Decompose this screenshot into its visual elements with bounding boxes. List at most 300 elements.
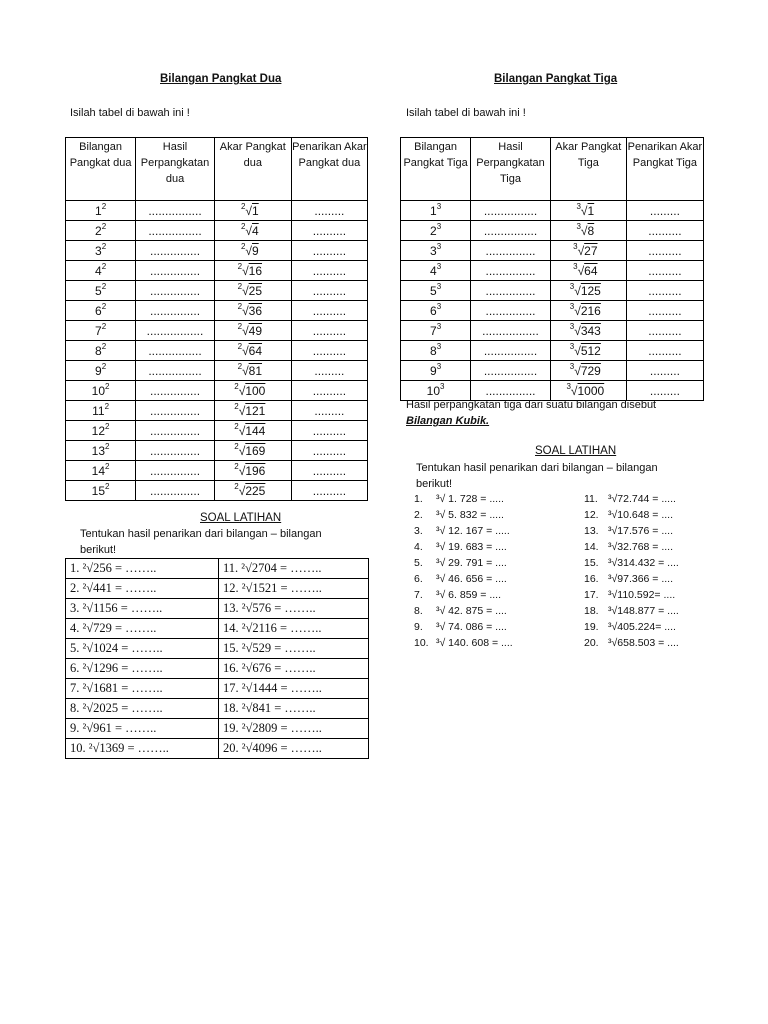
hasil-cell: ................	[471, 221, 551, 241]
radical-sign-icon: √	[242, 323, 249, 338]
akar-cell	[550, 341, 626, 361]
root-index: 3	[576, 201, 581, 211]
penarikan-cell: ..........	[291, 221, 367, 241]
right-header-penarikan: Penarikan Akar Pangkat Tiga	[626, 138, 703, 201]
bilangan-cell	[66, 301, 136, 321]
bilangan-cell	[66, 381, 136, 401]
exercise-expression: ³√314.432 = ....	[608, 557, 679, 569]
exercise-expression: ³√ 1. 728 = .....	[436, 493, 504, 505]
exponent: 3	[436, 241, 442, 251]
exponent: 3	[436, 321, 442, 331]
exponent: 2	[105, 381, 110, 391]
exponent: 3	[436, 261, 442, 271]
hasil-cell: ...............	[471, 301, 551, 321]
bilangan-cell	[66, 261, 136, 281]
radicand: 81	[248, 363, 263, 378]
hasil-cell: ................	[471, 361, 551, 381]
table-row	[66, 381, 368, 401]
exercise-cell: 2. ²√441 = ……..	[66, 579, 219, 599]
exercise-item	[414, 557, 507, 569]
radicand: 144	[245, 423, 266, 438]
exercise-row	[66, 719, 369, 739]
kubik-note	[406, 397, 698, 429]
exercise-expression: ³√10.648 = ....	[608, 509, 674, 521]
penarikan-cell: .........	[291, 401, 367, 421]
left-header-bilangan: Bilangan Pangkat dua	[66, 138, 136, 201]
penarikan-cell: .........	[626, 361, 703, 381]
exercise-cell: 7. ²√1681 = ……..	[66, 679, 219, 699]
hasil-cell: ................	[136, 201, 215, 221]
bilangan-cell	[66, 281, 136, 301]
radicand: 1	[252, 203, 259, 218]
base-number: 13	[91, 443, 106, 458]
root-index: 3	[576, 221, 581, 231]
exercise-item	[584, 589, 675, 601]
bilangan-cell	[401, 281, 471, 301]
root-index: 2	[240, 221, 246, 231]
bilangan-cell	[401, 341, 471, 361]
root-index: 2	[240, 201, 246, 211]
left-title: Bilangan Pangkat Dua	[160, 73, 282, 85]
table-row	[401, 241, 704, 261]
bilangan-cell	[66, 321, 136, 341]
penarikan-cell: ..........	[291, 321, 367, 341]
penarikan-cell: ..........	[626, 221, 703, 241]
base-number: 12	[91, 423, 106, 438]
left-table-header	[66, 138, 368, 201]
right-exercise-list	[414, 493, 714, 663]
radicand: 1000	[577, 383, 605, 398]
right-table	[400, 137, 704, 401]
root-index: 3	[573, 261, 578, 271]
exponent: 2	[101, 341, 107, 351]
exercise-number: 2.	[414, 509, 423, 521]
penarikan-cell: ..........	[291, 421, 367, 441]
root-index: 2	[237, 301, 243, 311]
penarikan-cell: ..........	[291, 381, 367, 401]
root-index: 2	[237, 341, 243, 351]
root-index: 3	[569, 341, 575, 351]
base-number: 2	[95, 223, 102, 238]
base-number: 15	[91, 483, 106, 498]
exponent: 3	[436, 221, 442, 231]
base-number: 4	[95, 263, 102, 278]
exercise-item	[584, 573, 673, 585]
exercise-expression: ³√110.592= ....	[608, 589, 676, 601]
exercise-cell: 10. ²√1369 = ……..	[66, 739, 219, 759]
right-instruction: Isilah tabel di bawah ini !	[406, 107, 526, 119]
table-row	[66, 261, 368, 281]
radical-sign-icon: √	[238, 443, 246, 458]
root-index: 3	[569, 281, 575, 291]
exercise-cell: 17. ²√1444 = ……..	[219, 679, 369, 699]
exercise-number: 6.	[414, 573, 423, 585]
base-number: 8	[95, 343, 102, 358]
exercise-item	[414, 493, 504, 505]
akar-cell	[214, 361, 291, 381]
left-instruction: Isilah tabel di bawah ini !	[70, 107, 190, 119]
radical-sign-icon: √	[577, 263, 585, 278]
exercise-expression: ³√72.744 = .....	[608, 493, 676, 505]
akar-cell	[214, 321, 291, 341]
table-row	[401, 261, 704, 281]
exponent: 2	[101, 321, 107, 331]
akar-cell	[550, 301, 626, 321]
hasil-cell: .................	[136, 321, 215, 341]
bilangan-cell	[401, 321, 471, 341]
radicand: 27	[584, 243, 598, 258]
root-index: 2	[237, 321, 243, 331]
bilangan-cell	[401, 221, 471, 241]
kubik-note-text: Hasil perpangkatan tiga dari suatu bilangan disebut	[406, 399, 657, 411]
exponent: 2	[101, 281, 107, 291]
table-row	[66, 201, 368, 221]
akar-cell	[214, 221, 291, 241]
base-number: 3	[95, 243, 102, 258]
akar-cell	[214, 201, 291, 221]
table-row	[66, 421, 368, 441]
bilangan-cell	[66, 401, 136, 421]
exponent: 2	[101, 241, 107, 251]
akar-cell	[214, 281, 291, 301]
exercise-number: 9.	[414, 621, 423, 633]
exponent: 2	[105, 441, 110, 451]
root-index: 2	[237, 281, 243, 291]
exercise-item	[414, 621, 507, 633]
exercise-number: 1.	[414, 493, 423, 505]
penarikan-cell: ..........	[291, 441, 367, 461]
left-exercise-table	[65, 558, 369, 759]
radical-sign-icon: √	[238, 403, 246, 418]
akar-cell	[214, 381, 291, 401]
root-index: 3	[573, 241, 578, 251]
exercise-expression: ³√405.224= ....	[608, 621, 676, 633]
radical-sign-icon: √	[574, 323, 581, 338]
right-header-hasil: Hasil Perpangkatan Tiga	[471, 138, 551, 201]
exercise-cell: 19. ²√2809 = ……..	[219, 719, 369, 739]
radical-sign-icon: √	[242, 303, 249, 318]
exercise-cell: 1. ²√256 = ……..	[66, 559, 219, 579]
base-number: 7	[430, 323, 437, 338]
exercise-item	[414, 541, 507, 553]
akar-cell	[214, 481, 291, 501]
penarikan-cell: .........	[291, 361, 367, 381]
exercise-item	[584, 621, 676, 633]
penarikan-cell: ..........	[626, 281, 703, 301]
hasil-cell: ...............	[136, 421, 215, 441]
exercise-cell: 5. ²√1024 = ……..	[66, 639, 219, 659]
table-row	[66, 441, 368, 461]
table-row	[66, 321, 368, 341]
radicand: 343	[580, 323, 601, 338]
akar-cell	[214, 441, 291, 461]
root-index: 3	[569, 301, 575, 311]
table-row	[401, 301, 704, 321]
exponent: 2	[104, 401, 110, 411]
exercise-item	[584, 493, 676, 505]
bilangan-cell	[66, 421, 136, 441]
penarikan-cell: ..........	[291, 241, 367, 261]
base-number: 10	[91, 383, 106, 398]
base-number: 1	[95, 203, 102, 218]
left-soal-title: SOAL LATIHAN	[200, 512, 282, 524]
radical-sign-icon: √	[245, 223, 252, 238]
radical-sign-icon: √	[574, 343, 581, 358]
exercise-item	[414, 573, 507, 585]
penarikan-cell: ..........	[626, 321, 703, 341]
exercise-cell: 14. ²√2116 = ……..	[219, 619, 369, 639]
exercise-row	[66, 739, 369, 759]
exercise-expression: ³√ 74. 086 = ....	[436, 621, 507, 633]
hasil-cell: ...............	[136, 261, 215, 281]
radicand: 9	[252, 243, 259, 258]
radicand: 25	[248, 283, 263, 298]
exercise-item	[584, 557, 679, 569]
exercise-cell: 12. ²√1521 = ……..	[219, 579, 369, 599]
radicand: 64	[584, 263, 598, 278]
base-number: 11	[92, 403, 105, 418]
hasil-cell: ...............	[136, 381, 215, 401]
penarikan-cell: ..........	[291, 261, 367, 281]
exercise-cell: 4. ²√729 = ……..	[66, 619, 219, 639]
bilangan-cell	[401, 261, 471, 281]
exercise-expression: ³√17.576 = ....	[608, 525, 674, 537]
exercise-cell: 11. ²√2704 = ……..	[219, 559, 369, 579]
base-number: 1	[430, 203, 437, 218]
radicand: 4	[252, 223, 259, 238]
exponent: 2	[101, 361, 107, 371]
radical-sign-icon: √	[238, 383, 246, 398]
exercise-item	[584, 509, 673, 521]
right-header-bilangan: Bilangan Pangkat Tiga	[401, 138, 471, 201]
exercise-cell: 16. ²√676 = ……..	[219, 659, 369, 679]
hasil-cell: ...............	[471, 281, 551, 301]
exercise-item	[584, 637, 679, 649]
akar-cell	[550, 321, 626, 341]
radical-sign-icon: √	[242, 343, 249, 358]
exercise-cell: 8. ²√2025 = ……..	[66, 699, 219, 719]
hasil-cell: ...............	[136, 401, 215, 421]
radicand: 36	[248, 303, 263, 318]
table-row	[66, 301, 368, 321]
bilangan-cell	[66, 461, 136, 481]
root-index: 3	[569, 321, 575, 331]
hasil-cell: ................	[471, 341, 551, 361]
table-row	[66, 361, 368, 381]
radicand: 121	[245, 403, 266, 418]
base-number: 9	[95, 363, 102, 378]
table-row	[66, 241, 368, 261]
exercise-expression: ³√ 5. 832 = .....	[436, 509, 504, 521]
exercise-number: 12.	[584, 509, 599, 521]
left-table	[65, 137, 368, 501]
exercise-expression: ³√ 42. 875 = ....	[436, 605, 507, 617]
root-index: 3	[569, 361, 575, 371]
left-soal-text: Tentukan hasil penarikan dari bilangan – bilangan berikut!	[80, 528, 322, 556]
table-row	[401, 281, 704, 301]
table-row	[401, 201, 704, 221]
akar-cell	[550, 281, 626, 301]
right-table-header	[401, 138, 704, 201]
table-row	[66, 221, 368, 241]
exercise-expression: ³√ 46. 656 = ....	[436, 573, 507, 585]
exercise-cell: 13. ²√576 = ……..	[219, 599, 369, 619]
root-index: 2	[234, 381, 239, 391]
exponent: 3	[440, 381, 445, 391]
radicand: 100	[245, 383, 266, 398]
radical-sign-icon: √	[242, 283, 249, 298]
exercise-expression: ³√658.503 = ....	[608, 637, 679, 649]
hasil-cell: ...............	[136, 241, 215, 261]
penarikan-cell: ..........	[626, 241, 703, 261]
penarikan-cell: .........	[626, 201, 703, 221]
exponent: 3	[436, 281, 442, 291]
hasil-cell: ...............	[136, 461, 215, 481]
exercise-number: 19.	[584, 621, 599, 633]
hasil-cell: ...............	[471, 381, 551, 401]
radicand: 196	[245, 463, 266, 478]
exercise-cell: 9. ²√961 = ……..	[66, 719, 219, 739]
exponent: 3	[436, 361, 442, 371]
root-index: 2	[234, 401, 239, 411]
akar-cell	[550, 221, 626, 241]
exercise-item	[414, 509, 504, 521]
exercise-expression: ³√148.877 = ....	[608, 605, 679, 617]
exponent: 3	[436, 341, 442, 351]
exercise-row	[66, 679, 369, 699]
radicand: 225	[245, 483, 266, 498]
table-row	[66, 481, 368, 501]
base-number: 6	[430, 303, 437, 318]
exercise-number: 8.	[414, 605, 423, 617]
exercise-number: 11.	[584, 493, 598, 505]
akar-cell	[214, 461, 291, 481]
hasil-cell: ................	[136, 221, 215, 241]
exercise-item	[414, 637, 513, 649]
penarikan-cell: ..........	[291, 301, 367, 321]
exercise-number: 16.	[584, 573, 599, 585]
exercise-number: 5.	[414, 557, 423, 569]
akar-cell	[550, 261, 626, 281]
exercise-expression: ³√97.366 = ....	[608, 573, 674, 585]
exercise-cell: 15. ²√529 = ……..	[219, 639, 369, 659]
left-header-hasil: Hasil Perpangkatan dua	[136, 138, 215, 201]
table-row	[401, 341, 704, 361]
right-header-akar: Akar Pangkat Tiga	[550, 138, 626, 201]
akar-cell	[550, 241, 626, 261]
table-row	[66, 461, 368, 481]
radicand: 169	[245, 443, 266, 458]
exponent: 2	[101, 301, 107, 311]
bilangan-cell	[66, 201, 136, 221]
base-number: 7	[95, 323, 102, 338]
penarikan-cell: ..........	[626, 341, 703, 361]
akar-cell	[214, 301, 291, 321]
exercise-number: 15.	[584, 557, 599, 569]
base-number: 8	[430, 343, 437, 358]
penarikan-cell: ..........	[291, 461, 367, 481]
exercise-row	[66, 559, 369, 579]
hasil-cell: ................	[136, 341, 215, 361]
akar-cell	[214, 421, 291, 441]
exercise-row	[66, 699, 369, 719]
table-row	[401, 361, 704, 381]
root-index: 2	[237, 261, 243, 271]
penarikan-cell: ..........	[291, 281, 367, 301]
exercise-row	[66, 659, 369, 679]
table-row	[66, 401, 368, 421]
bilangan-cell	[401, 361, 471, 381]
radicand: 8	[587, 223, 595, 238]
exercise-item	[414, 605, 507, 617]
hasil-cell: ...............	[136, 301, 215, 321]
right-soal-title: SOAL LATIHAN	[535, 445, 617, 457]
exercise-number: 18.	[584, 605, 599, 617]
exercise-item	[584, 605, 679, 617]
exercise-expression: ³√ 6. 859 = ....	[436, 589, 502, 601]
exercise-item	[584, 541, 673, 553]
hasil-cell: .................	[471, 321, 551, 341]
exponent: 2	[105, 481, 110, 491]
exponent: 2	[101, 261, 107, 271]
radicand: 512	[580, 343, 601, 358]
hasil-cell: ...............	[471, 241, 551, 261]
radicand: 125	[580, 283, 601, 298]
root-index: 2	[234, 441, 239, 451]
exercise-number: 3.	[414, 525, 423, 537]
exercise-expression: ³√ 29. 791 = ....	[436, 557, 507, 569]
radical-sign-icon: √	[570, 383, 578, 398]
exercise-item	[584, 525, 673, 537]
exponent: 2	[105, 461, 110, 471]
root-index: 3	[566, 381, 571, 391]
table-row	[401, 221, 704, 241]
radical-sign-icon: √	[242, 263, 249, 278]
right-soal-text: Tentukan hasil penarikan dari bilangan – bilangan berikut!	[416, 462, 658, 490]
exercise-cell: 3. ²√1156 = ……..	[66, 599, 219, 619]
radical-sign-icon: √	[580, 203, 588, 218]
radicand: 729	[580, 363, 601, 378]
radical-sign-icon: √	[242, 363, 249, 378]
exercise-row	[66, 619, 369, 639]
exercise-number: 20.	[584, 637, 599, 649]
akar-cell	[214, 261, 291, 281]
exercise-expression: ³√ 12. 167 = .....	[436, 525, 510, 537]
radical-sign-icon: √	[574, 363, 581, 378]
bilangan-cell	[66, 221, 136, 241]
base-number: 2	[430, 223, 437, 238]
penarikan-cell: ..........	[291, 481, 367, 501]
root-index: 2	[234, 421, 239, 431]
akar-cell	[550, 361, 626, 381]
base-number: 6	[95, 303, 102, 318]
exercise-number: 13.	[584, 525, 599, 537]
radicand: 49	[248, 323, 263, 338]
radicand: 1	[587, 203, 595, 218]
penarikan-cell: .........	[291, 201, 367, 221]
root-index: 2	[234, 481, 239, 491]
right-title: Bilangan Pangkat Tiga	[494, 73, 618, 85]
exercise-cell: 20. ²√4096 = ……..	[219, 739, 369, 759]
base-number: 14	[91, 463, 106, 478]
radicand: 16	[248, 263, 263, 278]
exercise-cell: 6. ²√1296 = ……..	[66, 659, 219, 679]
radical-sign-icon: √	[245, 203, 252, 218]
exercise-cell: 18. ²√841 = ……..	[219, 699, 369, 719]
base-number: 5	[95, 283, 102, 298]
exponent: 2	[101, 221, 107, 231]
akar-cell	[214, 341, 291, 361]
